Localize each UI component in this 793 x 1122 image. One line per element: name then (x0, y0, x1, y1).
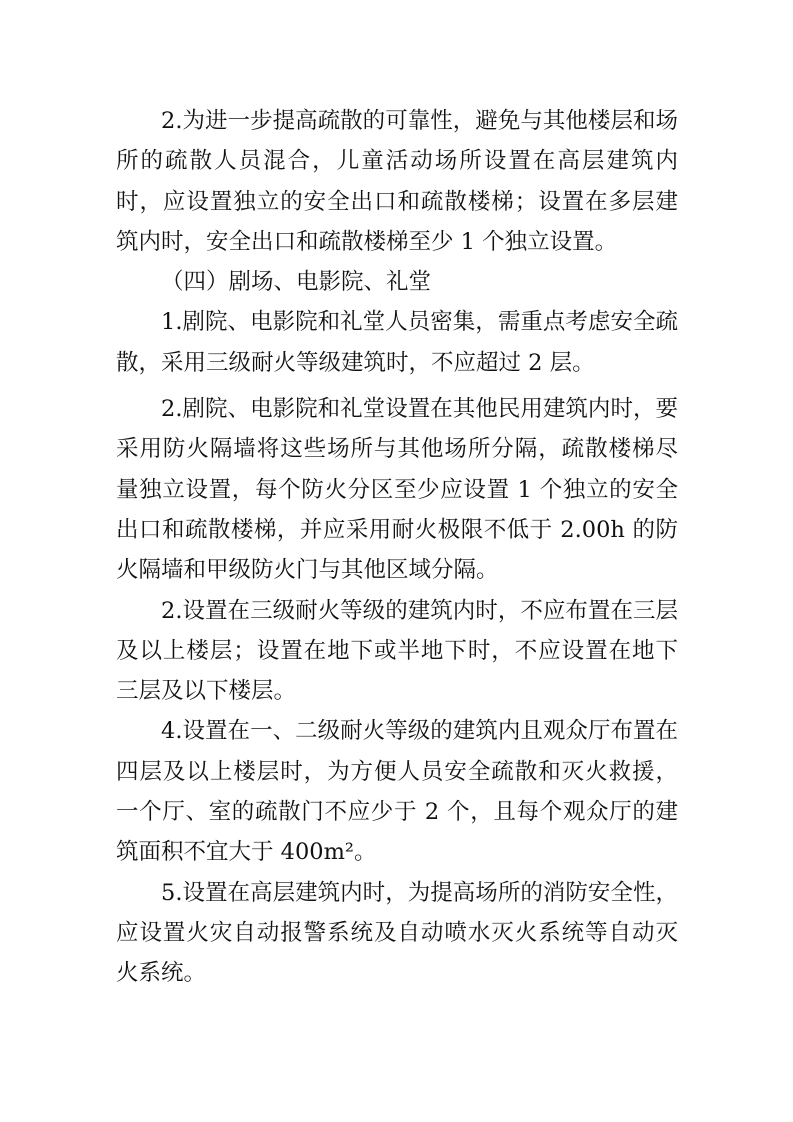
paragraph-grade-three-buildings: 2.设置在三级耐火等级的建筑内时，不应布置在三层及以上楼层；设置在地下或半地下时，不应设置在地下三层及以下楼层。 (116, 597, 678, 705)
document-body (116, 101, 678, 994)
paragraph-high-rise-fire-systems: 5.设置在高层建筑内时，为提高场所的消防安全性，应设置火灾自动报警系统及自动喷水灭火系统等自动灭火系统。 (116, 879, 678, 987)
section-heading-theaters: （四）剧场、电影院、礼堂 (161, 269, 432, 296)
paragraph-theater-floors: 1.剧院、电影院和礼堂人员密集，需重点考虑安全疏散，采用三级耐火等级建筑时，不应超过 2 层。 (116, 309, 678, 376)
paragraph-theater-separation: 2.剧院、电影院和礼堂设置在其他民用建筑内时，要采用防火隔墙将这些场所与其他场所分隔，疏散楼梯尽量独立设置，每个防火分区至少应设置 1 个独立的安全出口和疏散楼梯，并应采用耐火极限不低于 2.00h 的防火隔墙和甲级防火门与其他区域分隔。 (116, 396, 678, 584)
paragraph-children-evacuation: 2.为进一步提高疏散的可靠性，避免与其他楼层和场所的疏散人员混合，儿童活动场所设置在高层建筑内时，应设置独立的安全出口和疏散楼梯；设置在多层建筑内时，安全出口和疏散楼梯至少 1 个独立设置。 (116, 108, 678, 255)
paragraph-grade-one-two-buildings: 4.设置在一、二级耐火等级的建筑内且观众厅布置在四层及以上楼层时，为方便人员安全疏散和灭火救援，一个厅、室的疏散门不应少于 2 个，且每个观众厅的建筑面积不宜大于 400m²。 (116, 718, 678, 866)
